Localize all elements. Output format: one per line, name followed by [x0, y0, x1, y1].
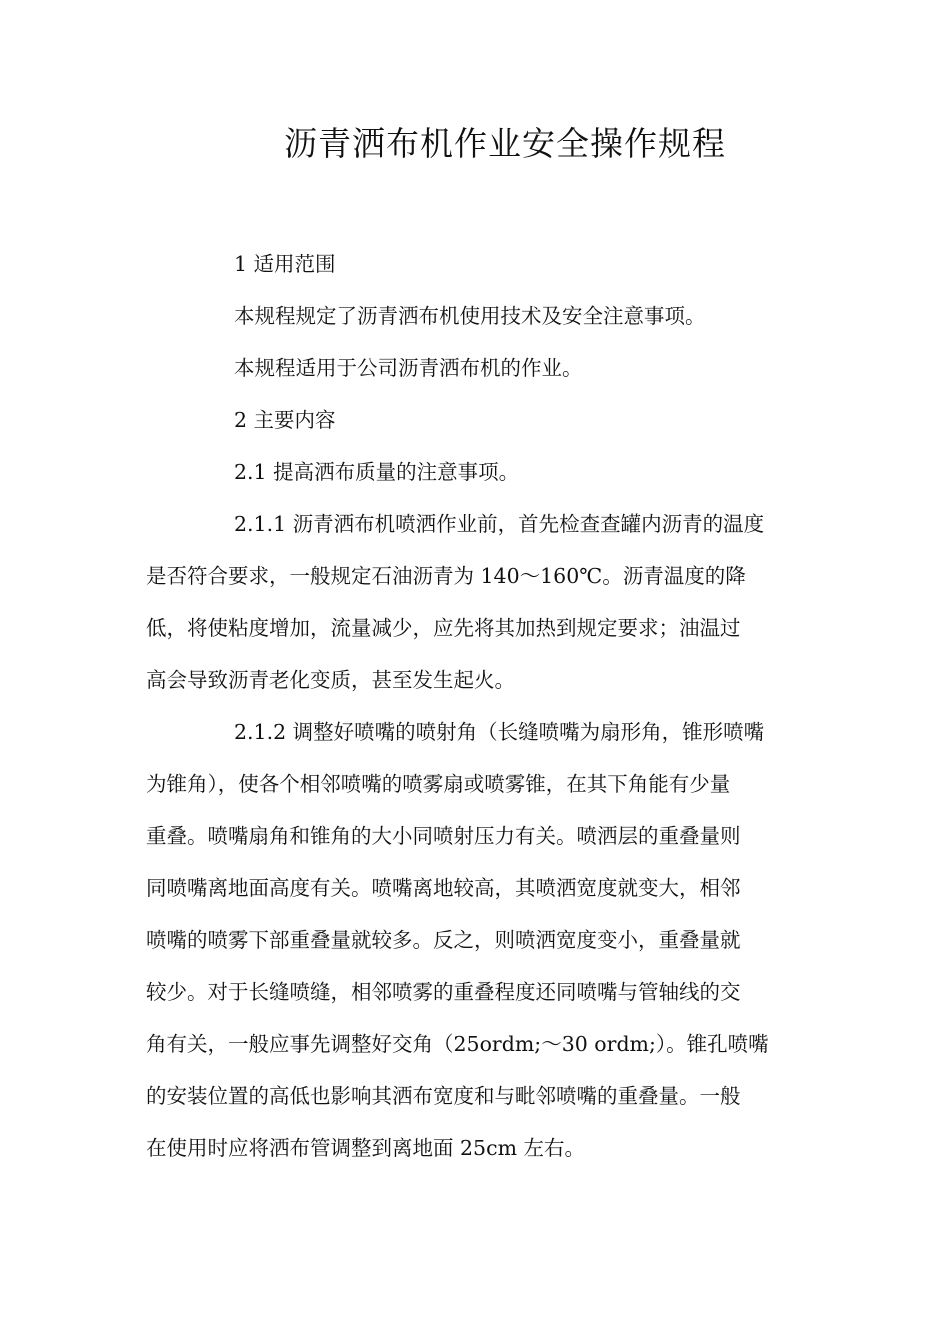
- document-body: [146, 238, 798, 1174]
- paragraph-line: 2.1.2 调整好喷嘴的喷射角（长缝喷嘴为扇形角，锥形喷嘴: [234, 720, 765, 744]
- body-line: 本规程规定了沥青洒布机使用技术及安全注意事项。: [234, 304, 706, 328]
- section-heading-main-content: 2 主要内容: [234, 408, 336, 432]
- document-title: 沥青洒布机作业安全操作规程: [284, 124, 726, 163]
- paragraph-line: 重叠。喷嘴扇角和锥角的大小同喷射压力有关。喷洒层的重叠量则: [146, 824, 741, 848]
- paragraph-2-1-2: [146, 706, 798, 1174]
- paragraph-line: 较少。对于长缝喷缝，相邻喷雾的重叠程度还同喷嘴与管轴线的交: [146, 980, 741, 1004]
- subsection-heading: 2.1 提高洒布质量的注意事项。: [234, 460, 520, 484]
- paragraph-line: 同喷嘴离地面高度有关。喷嘴离地较高，其喷洒宽度就变大，相邻: [146, 876, 741, 900]
- paragraph-line: 是否符合要求，一般规定石油沥青为 140～160℃。沥青温度的降: [146, 564, 746, 588]
- paragraph-line: 为锥角），使各个相邻喷嘴的喷雾扇或喷雾锥，在其下角能有少量: [146, 772, 731, 796]
- paragraph-line: 的安装位置的高低也影响其洒布宽度和与毗邻喷嘴的重叠量。一般: [146, 1084, 741, 1108]
- paragraph-line: 角有关，一般应事先调整好交角（25ordm;～30 ordm;）。锥孔喷嘴: [146, 1032, 769, 1056]
- paragraph-line: 在使用时应将洒布管调整到离地面 25cm 左右。: [146, 1136, 586, 1160]
- paragraph-line: 喷嘴的喷雾下部重叠量就较多。反之，则喷洒宽度变小，重叠量就: [146, 928, 741, 952]
- paragraph-line: 2.1.1 沥青洒布机喷洒作业前，首先检查查罐内沥青的温度: [234, 512, 765, 536]
- paragraph-2-1-1: [146, 498, 798, 706]
- section-heading-scope: 1 适用范围: [234, 252, 336, 276]
- body-line: 本规程适用于公司沥青洒布机的作业。: [234, 356, 583, 380]
- paragraph-line: 低，将使粘度增加，流量减少，应先将其加热到规定要求；油温过: [146, 616, 741, 640]
- paragraph-line: 高会导致沥青老化变质，甚至发生起火。: [146, 668, 515, 692]
